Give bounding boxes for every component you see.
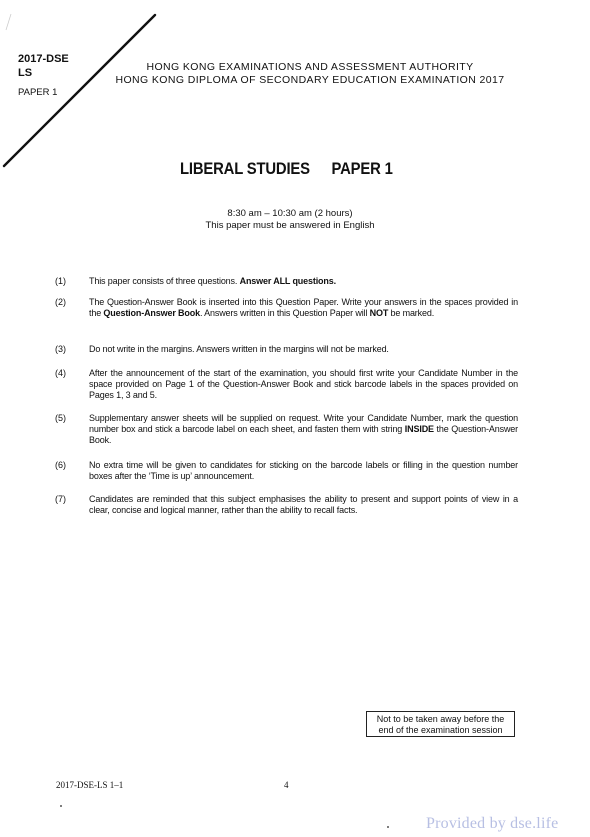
instruction-text	[89, 368, 518, 400]
instruction-text-part: the Question-Answer Book.	[89, 423, 518, 445]
instruction-number: (4)	[55, 368, 66, 378]
authority-name: HONG KONG EXAMINATIONS AND ASSESSMENT AUTHORITY	[146, 61, 474, 73]
exam-duration: 8:30 am – 10:30 am (2 hours)	[227, 208, 353, 219]
instruction-text	[89, 297, 518, 319]
instruction-text-part: After the announcement of the start of the examination, you should first write your Candidate Number in the space provided on Page 1 of the Question-Answer Book and stick barcode labels in the spaces provided on Pages 1, 3 and 5.	[89, 368, 518, 400]
instruction-text	[89, 344, 518, 355]
instruction-text-part: Candidates are reminded that this subject emphasises the ability to present and support points of view in a clear, concise and logical manner, rather than the ability to recall facts.	[89, 494, 518, 515]
watermark-text: Provided by dse.life	[426, 815, 559, 832]
footer-page-number: 4	[284, 780, 289, 790]
paper-code-label: 2017-DSE	[18, 53, 69, 65]
subject-code-label: LS	[18, 67, 33, 79]
title-subject: LIBERAL STUDIES	[180, 160, 310, 178]
instruction-text-part: This paper consists of three questions.	[89, 276, 240, 286]
authority-header	[95, 61, 525, 87]
instruction-text	[89, 413, 518, 445]
instruction-number: (7)	[55, 494, 66, 504]
instruction-text-part-bold: NOT	[369, 307, 389, 318]
language-note: This paper must be answered in English	[205, 220, 375, 231]
instruction-text-part: Supplementary answer sheets will be supplied on request. Write your Candidate Number, mark the question number box and stick a barcode label on each sheet, and fasten them with string	[89, 413, 518, 434]
instruction-text-part: No extra time will be given to candidates for sticking on the barcode labels or filling in the question number boxes after the ‘Time is up’ announcement.	[89, 460, 518, 481]
instruction-text-part-bold: Question-Answer Book	[103, 307, 200, 318]
instruction-number: (1)	[55, 276, 66, 286]
instruction-text	[89, 494, 518, 516]
instruction-text	[89, 276, 518, 287]
instruction-number: (2)	[55, 297, 66, 307]
instruction-text-part: . Answers written in this Question Paper will	[199, 307, 370, 318]
instruction-text	[89, 460, 518, 482]
notice-line: Not to be taken away before the	[376, 714, 505, 724]
time-block	[150, 208, 430, 232]
instruction-text-part-bold: INSIDE	[404, 423, 434, 434]
page-title	[180, 160, 393, 179]
paper-number-label: PAPER 1	[18, 87, 58, 98]
instruction-text-part-bold: Answer ALL questions.	[239, 276, 336, 286]
scan-speck	[60, 805, 62, 807]
instruction-text-part: The Question-Answer Book is inserted into this Question Paper. Write your answers in the spaces provided in the	[89, 297, 518, 318]
instruction-number: (6)	[55, 460, 66, 470]
instruction-number: (3)	[55, 344, 66, 354]
instruction-number: (5)	[55, 413, 66, 423]
notice-box	[366, 711, 515, 737]
exam-name: HONG KONG DIPLOMA OF SECONDARY EDUCATION EXAMINATION 2017	[115, 74, 505, 86]
notice-line: end of the examination session	[378, 725, 503, 735]
instruction-text-part: be marked.	[388, 307, 435, 318]
title-paper: PAPER 1	[331, 160, 393, 178]
instruction-text-part: Do not write in the margins. Answers written in the margins will not be marked.	[89, 344, 389, 354]
scan-speck	[387, 826, 389, 828]
footer-paper-code: 2017-DSE-LS 1–1	[56, 780, 124, 790]
